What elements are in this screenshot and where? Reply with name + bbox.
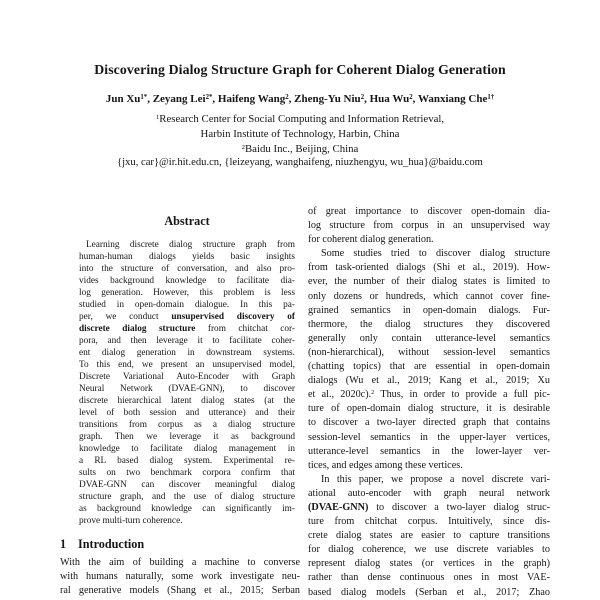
text-line: DVAE-GNN can discover meaningful dialog	[79, 480, 295, 490]
text-line: sults on two benchmark corpora confirm that	[79, 468, 295, 478]
text-line: discrete hierarchical latent dialog states (at the	[79, 396, 295, 406]
text-line: structure graph, and the use of dialog structure	[79, 492, 295, 502]
text-line: In this paper, we propose a novel discrete vari-	[321, 473, 550, 485]
text-line: thermore, the dialog structures they discovered	[308, 318, 550, 330]
text-line: To this end, we present an unsupervised model,	[79, 360, 295, 370]
text-line: only dozens or hundreds, which cannot cover fine-	[308, 290, 550, 302]
right-column-body	[308, 205, 550, 600]
text-line: (non-hierarchical), without session-level semantics	[308, 346, 550, 358]
text-line: ever, the number of their dialog states is limited to	[308, 276, 550, 288]
introduction-body	[60, 556, 300, 598]
text-line: log structure from corpus in an unsupervised way	[308, 220, 550, 232]
text-line: ture from chitchat corpus. Intuitively, since dis-	[308, 516, 550, 528]
text-line: represent dialog states (or vertices in the graph)	[308, 558, 550, 570]
text-line: from task-oriented dialogs (Shi et al., 2019). How-	[308, 262, 550, 274]
text-line: Neural Network (DVAE-GNN), to discover	[79, 384, 295, 394]
text-line: et al., 2020c).$^2$ Thus, in order to provide a full pic-	[308, 389, 550, 401]
text-line: human-human dialogs yields basic insights	[79, 252, 295, 262]
text-line: rather than dense continuous ones in most VAE-	[308, 572, 550, 584]
text-line: Discrete Variational Auto-Encoder with Graph	[79, 372, 295, 382]
text-line: with humans naturally, some work investigate neu-	[60, 571, 300, 583]
section-number: 1	[60, 537, 67, 551]
text-line: log generation. However, this problem is less	[79, 288, 295, 298]
text-line: into the structure of conversation, and also pro-	[79, 264, 295, 274]
text-line: Some studies tried to discover dialog structure	[321, 248, 550, 260]
text-line: to discover a two-layer directed graph that contains	[308, 417, 550, 429]
text-line: ational auto-encoder with graph neural network	[308, 487, 550, 499]
email-line: {jxu, car}@ir.hit.edu.cn, {leizeyang, wanghaifeng, niuzhengyu, wu_hua}@baidu.com	[117, 157, 483, 168]
affiliation-line: $^1$Research Center for Social Computing and Information Retrieval,	[155, 113, 445, 125]
text-line: vides background knowledge to facilitate dia-	[79, 276, 295, 286]
text-line: generally only contain utterance-level semantics	[308, 332, 550, 344]
author-line: Jun $Xu^{1*}$, Zeyang Lei$^{2*}$, Haifeng Wang$^2$, Zheng-Yu Niu$^2$, Hua Wu$^2$, Wanxiang Che$^{1\dagger}$	[105, 93, 495, 105]
text-line: dialogs (Wu et al., 2019; Kang et al., 2019; Xu	[308, 375, 550, 387]
text-line: pora, and then leverage it to facilitate coher-	[79, 336, 295, 346]
affiliations	[0, 112, 600, 157]
text-line: Learning discrete dialog structure graph from	[86, 240, 295, 250]
text-line: ent dialog generation in downstream systems.	[79, 348, 295, 358]
text-line: transitions from corpus as a dialog structure	[79, 420, 295, 430]
paper-title: Discovering Dialog Structure Graph for Coherent Dialog Generation	[94, 62, 506, 77]
section-title: Introduction	[78, 537, 145, 551]
text-line: prove multi-turn coherence.	[79, 516, 183, 526]
text-line: for coherent dialog generation.	[308, 234, 434, 246]
text-line: for dialog coherence, we use discrete variables to	[308, 544, 550, 556]
text-line: graph. Then we leverage it as background	[79, 432, 295, 442]
text-line: level of both session and utterance) and their	[79, 408, 295, 418]
text-line: utterance-level semantics in the lower-layer ver-	[308, 445, 550, 457]
text-line: (DVAE-GNN) to discover a two-layer dialog struc-	[308, 501, 550, 513]
affiliation-line: $^2$Baidu Inc., Beijing, China	[241, 143, 359, 155]
text-line: knowledge to facilitate dialog management in	[79, 444, 295, 454]
text-line: ral generative models (Shang et al., 2015; Serban	[60, 585, 300, 597]
text-line: ture of open-domain dialog structure, it is desirable	[308, 403, 550, 415]
text-line: discrete dialog structure from chitchat cor-	[79, 324, 295, 334]
abstract-body	[79, 239, 295, 527]
text-line: as background knowledge can significantly im-	[79, 504, 295, 514]
text-line: session-level semantics in the upper-layer vertices,	[308, 431, 550, 443]
text-line: With the aim of building a machine to converse	[60, 557, 300, 568]
text-line: grained semantics in open-domain dialogs. Fur-	[308, 304, 550, 316]
introduction-heading	[60, 537, 300, 552]
abstract-heading: Abstract	[164, 214, 210, 228]
text-line: studied in open-domain dialogue. In this pa-	[79, 300, 295, 310]
text-line: (chatting topics) that are essential in open-domain	[308, 361, 550, 373]
text-line: per, we conduct unsupervised discovery of	[79, 312, 295, 322]
text-line: based dialog models (Serban et al., 2017; Zhao	[308, 586, 550, 598]
text-line: of great importance to discover open-domain dia-	[308, 206, 550, 217]
text-line: crete dialog states are easier to capture transitions	[308, 530, 550, 542]
text-line: a RL based dialog system. Experimental re-	[79, 456, 295, 466]
affiliation-line: Harbin Institute of Technology, Harbin, China	[200, 128, 400, 140]
text-line: tices, and edges among these vertices.	[308, 459, 463, 471]
